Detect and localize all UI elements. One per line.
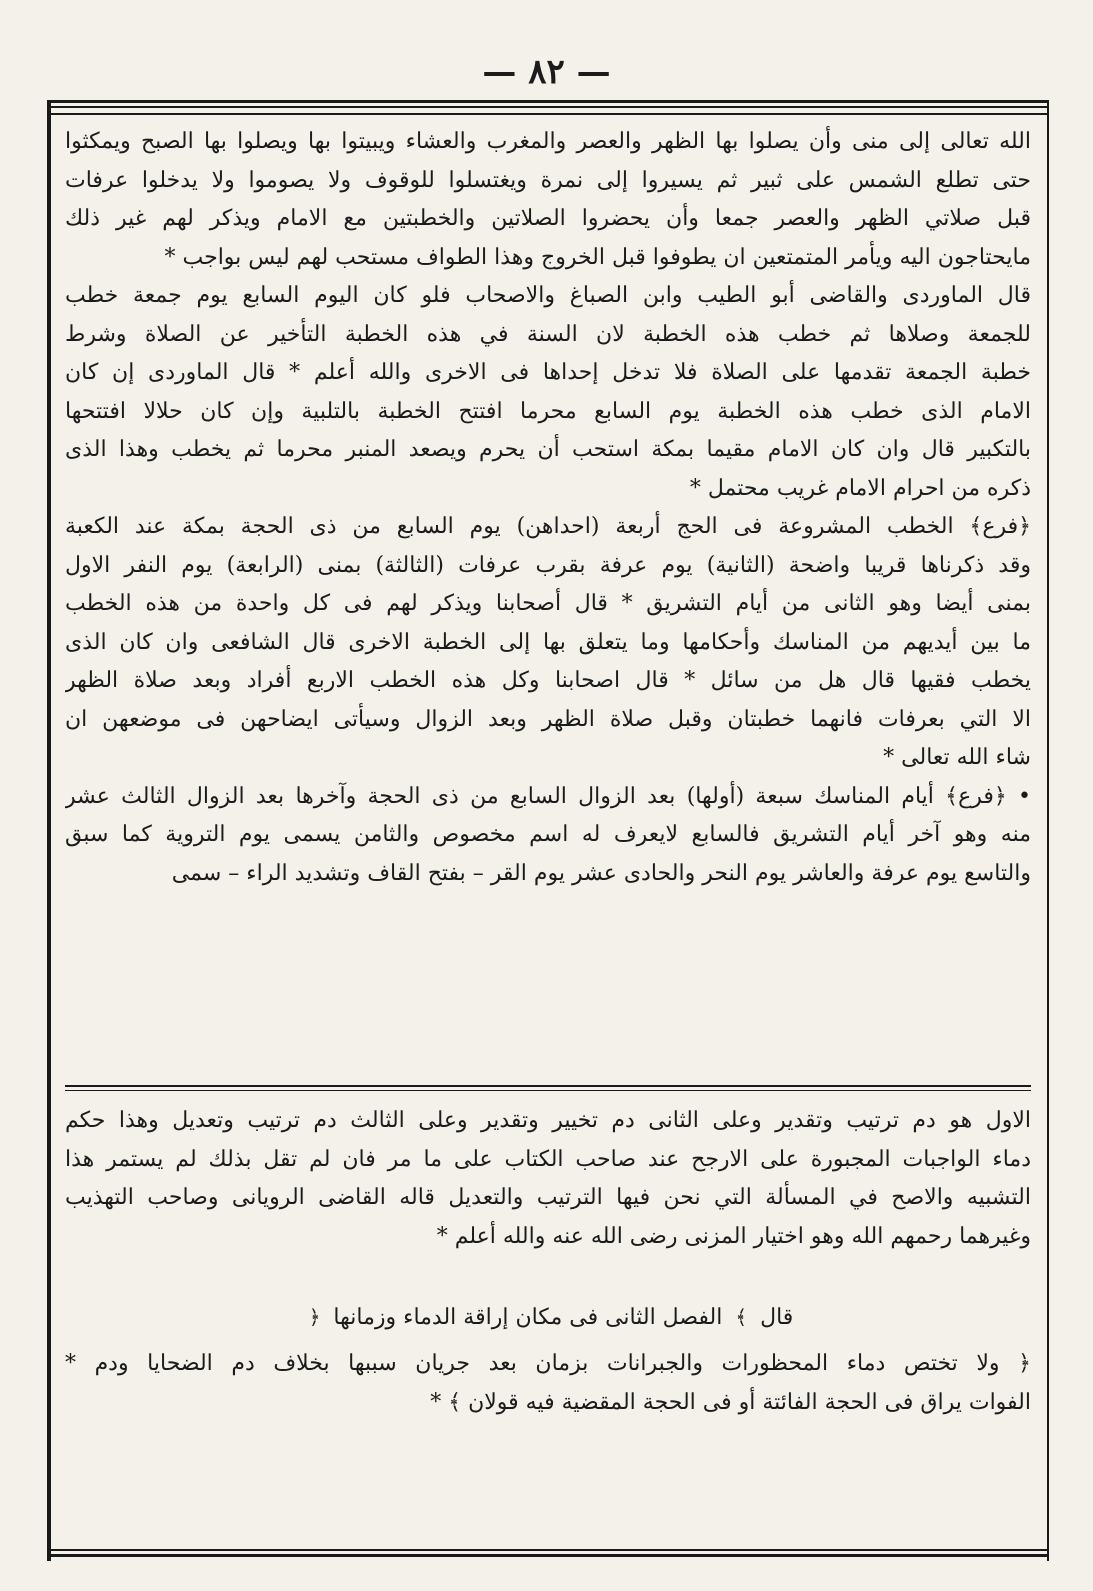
main-text-line: شاء الله تعالى *: [883, 745, 1031, 770]
main-text-line: بمنى أيضا وهو الثانى من أيام التشريق * قال أصحابنا ويذكر لهم فى كل واحدة من هذه الخطب: [65, 591, 1031, 616]
main-text-line: قبل صلاتي الظهر والعصر جمعا وأن يحضروا الصلاتين والخطبتين مع الامام ويذكر لهم غير ذلك: [65, 206, 1031, 231]
main-text-line: ذكره من احرام الامام غريب محتمل *: [689, 475, 1031, 501]
main-text-line: مايحتاجون اليه ويأمر المتمتعين ان يطوفوا قبل الخروج وهذا الطواف مستحب لهم ليس بواجب *: [164, 244, 1031, 270]
section-heading: [65, 1297, 1031, 1338]
main-text-line: قال الماوردى والقاضى أبو الطيب وابن الصباغ والاصحاب فلو كان اليوم السابع يوم جمعة خطب: [65, 283, 1031, 308]
footnote-line: دماء الواجبات المجبورة على الارجح عند صاحب الكتاب على ما مر فان لم تقل بذلك لم يستمر هذا: [65, 1146, 1031, 1172]
bottom-rule: [47, 1549, 1049, 1557]
footnote-line: التشبيه والاصح في المسألة التي نحن فيها الترتيب والتعديل قاله القاضى الرويانى وصاحب التهذيب: [65, 1185, 1031, 1210]
bottom-text-block: [65, 1343, 1031, 1420]
main-text-line: للجمعة وصلاها ثم خطب هذه الخطبة لان السنة في هذه الخطبة التأخير عن الصلاة وشرط: [65, 321, 1031, 347]
main-text-line: الله تعالى إلى منى وأن يصلوا بها الظهر والعصر والمغرب والعشاء ويبيتوا بها ويصلوا بها الصبح ويمكثوا: [65, 129, 1031, 154]
main-text-line: بالتكبير قال وان كان الامام مقيما بمكة استحب أن يحرم ويصعد المنبر محرما ثم يخطب وهذا الذى: [65, 437, 1031, 462]
ornament-right-icon: ﴾: [735, 1305, 748, 1329]
section-heading-title: الفصل الثانى فى مكان إراقة الدماء وزمانها: [333, 1305, 723, 1330]
top-rule: [47, 100, 1049, 108]
main-text-line: والتاسع يوم عرفة والعاشر يوم النحر والحادى عشر يوم القر – بفتح القاف وتشديد الراء – سمى: [171, 860, 1031, 886]
main-text-line: ﴿فرع﴾ الخطب المشروعة فى الحج أربعة (احداهن) يوم السابع من ذى الحجة بمكة عند الكعبة: [65, 514, 1031, 539]
main-text-line: حتى تطلع الشمس على ثبير ثم يسيروا إلى نمرة ويغتسلوا للوقوف ولا يصوموا ولا يدخلوا عرفات: [65, 167, 1031, 193]
main-text-line: الامام الذى خطب هذه الخطبة يوم السابع محرما افتتح الخطبة بالتلبية وإن كان حلالا افتتحها: [65, 398, 1031, 424]
footnote-line: الاول هو دم ترتيب وتقدير وعلى الثانى دم تخيير وتقدير وعلى الثالث دم ترتيب وتعديل وهذا حكم: [65, 1108, 1031, 1133]
footnote-text-block: [65, 1101, 1031, 1255]
main-text-line: وقد ذكرناها قريبا واضحة (الثانية) يوم عرفة بقرب عرفات (الثالثة) بمنى (الرابعة) يوم النفر الاول: [65, 552, 1031, 578]
main-text-line: منه وهو آخر أيام التشريق فالسابع لايعرف له اسم مخصوص والثامن يسمى يوم التروية كما سبق: [65, 822, 1031, 847]
main-text-line: ما بين أيديهم من المناسك وأحكامها وما يتعلق بها إلى الخطبة الاخرى قال الشافعى وان كان الذى: [65, 629, 1031, 655]
main-text-line: خطبة الجمعة تقدمها على الصلاة فلا تدخل إحداها فى الاخرى والله أعلم * قال الماوردى إن كان: [65, 360, 1031, 385]
footnote-line: وغيرهما رحمهم الله وهو اختيار المزنى رضى الله عنه والله أعلم *: [436, 1223, 1031, 1249]
section-heading-prefix: قال: [760, 1305, 794, 1330]
page-number: — ٨٢ —: [482, 52, 611, 92]
main-text-line: • ﴿فرع﴾ أيام المناسك سبعة (أولها) بعد الزوال السابع من ذى الحجة وآخرها بعد الزوال الثالث عشر: [65, 783, 1031, 809]
bottom-text-line: ﴿ ولا تختص دماء المحظورات والجبرانات بزمان بعد جريان سببها بخلاف دم الضحايا ودم *: [65, 1351, 1031, 1376]
ornament-left-icon: ﴿: [308, 1305, 321, 1329]
footnote-divider: [65, 1085, 1031, 1091]
top-rule-inner: [47, 113, 1049, 115]
main-text-line: يخطب فقيها قال هل من سائل * قال اصحابنا وكل هذه الخطب الاربع أفراد وبعد صلاة الظهر: [65, 668, 1031, 693]
bottom-text-line: الفوات يراق فى الحجة الفائتة أو فى الحجة المقضية فيه قولان ﴾ *: [430, 1389, 1031, 1415]
main-text-block: [65, 123, 1031, 893]
main-text-line: الا التي بعرفات فانهما خطبتان وقبل صلاة الظهر وبعد الزوال وسيأتى ايضاحهن فى موضعهن ان: [65, 706, 1031, 732]
